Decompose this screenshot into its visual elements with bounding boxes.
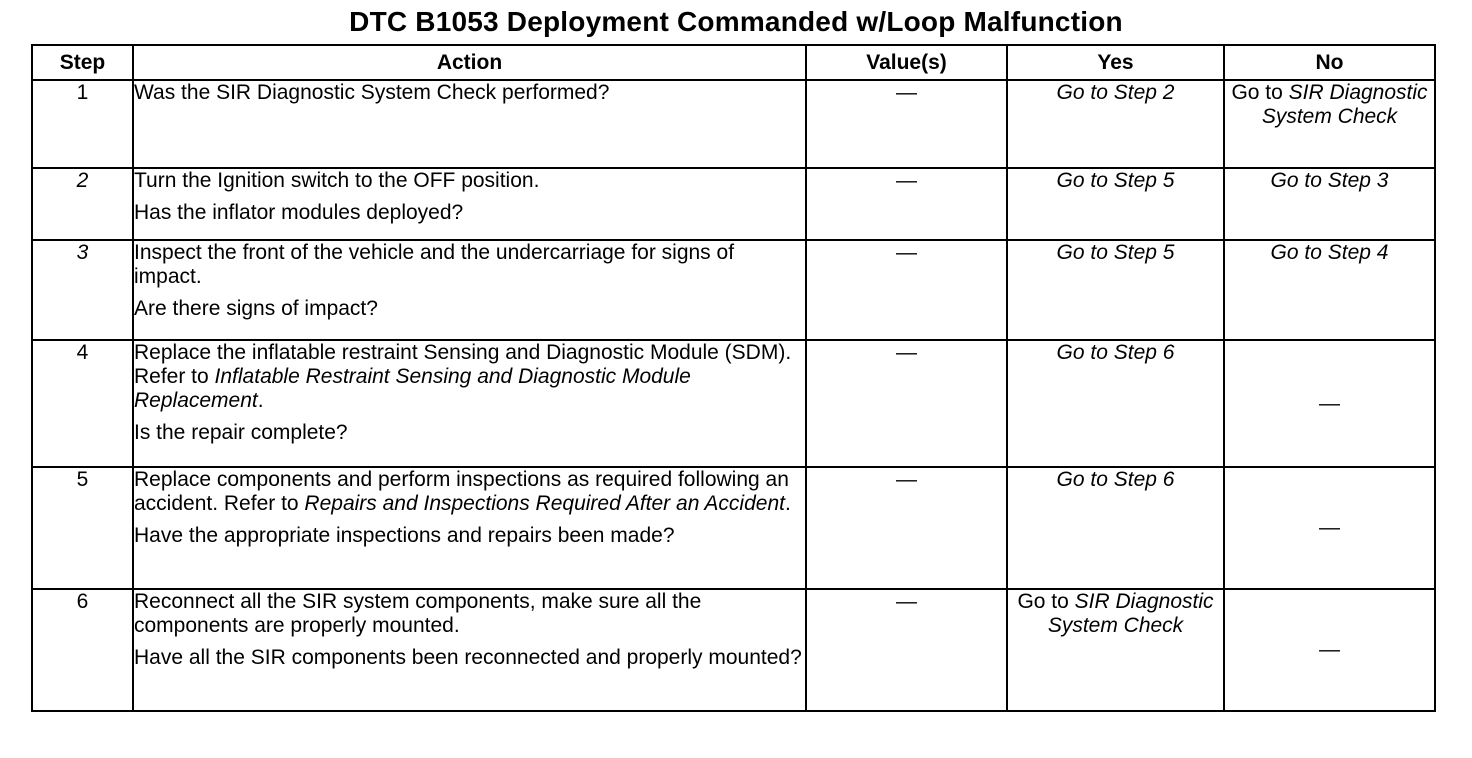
value-cell: — (806, 589, 1007, 711)
action-question: Has the inflator modules deployed? (134, 201, 464, 224)
table-row (32, 80, 1435, 168)
yes-cell: Go to Step 6 (1007, 467, 1224, 589)
yes-reference: SIR Diagnostic System Check (1047, 590, 1214, 637)
action-cell (133, 340, 806, 467)
table-row (32, 240, 1435, 340)
action-question: Is the repair complete? (134, 421, 348, 444)
no-cell: — (1224, 589, 1435, 711)
no-cell: Go to Step 3 (1224, 168, 1435, 240)
action-suffix: . (784, 492, 791, 515)
action-cell (133, 240, 806, 340)
action-text: Inspect the front of the vehicle and the undercarriage for signs of impact. (134, 241, 735, 288)
step-number: 1 (32, 80, 133, 168)
header-step: Step (32, 45, 133, 80)
yes-cell: Go to Step 5 (1007, 240, 1224, 340)
action-suffix: . (257, 389, 264, 412)
no-prefix: Go to (1231, 81, 1289, 104)
value-cell: — (806, 168, 1007, 240)
table-header-row (32, 45, 1435, 80)
action-question: Have the appropriate inspections and repairs been made? (134, 524, 675, 547)
value-cell: — (806, 340, 1007, 467)
header-action: Action (133, 45, 806, 80)
action-text (134, 341, 805, 413)
action-cell (133, 589, 806, 711)
yes-cell: Go to Step 2 (1007, 80, 1224, 168)
action-prefix: Replace components and perform inspections as required following an accident. Refer to (134, 468, 789, 515)
action-reference: Repairs and Inspections Required After an Accident (304, 492, 785, 515)
no-cell: — (1224, 467, 1435, 589)
no-reference: SIR Diagnostic System Check (1261, 81, 1428, 128)
yes-prefix: Go to (1017, 590, 1075, 613)
yes-cell: Go to Step 5 (1007, 168, 1224, 240)
value-cell: — (806, 80, 1007, 168)
table-row (32, 467, 1435, 589)
action-cell (133, 80, 806, 168)
value-cell: — (806, 467, 1007, 589)
step-number: 5 (32, 467, 133, 589)
action-text: Reconnect all the SIR system components, make sure all the components are properly mounted. (134, 590, 702, 637)
table-row (32, 168, 1435, 240)
yes-cell (1007, 589, 1224, 711)
no-cell: — (1224, 340, 1435, 467)
step-number: 3 (32, 240, 133, 340)
action-question: Are there signs of impact? (134, 297, 378, 320)
value-cell: — (806, 240, 1007, 340)
action-question: Have all the SIR components been reconnected and properly mounted? (134, 646, 802, 669)
action-text: Turn the Ignition switch to the OFF position. (134, 169, 540, 192)
header-value: Value(s) (806, 45, 1007, 80)
header-yes: Yes (1007, 45, 1224, 80)
action-cell (133, 467, 806, 589)
step-number: 2 (32, 168, 133, 240)
action-text (134, 468, 805, 516)
action-prefix: Replace the inflatable restraint Sensing and Diagnostic Module (SDM). Refer to (134, 341, 792, 388)
no-cell (1224, 80, 1435, 168)
no-cell: Go to Step 4 (1224, 240, 1435, 340)
action-reference: Inflatable Restraint Sensing and Diagnostic Module Replacement (134, 365, 691, 412)
page-title: DTC B1053 Deployment Commanded w/Loop Malfunction (349, 6, 1123, 37)
action-cell (133, 168, 806, 240)
yes-cell: Go to Step 6 (1007, 340, 1224, 467)
step-number: 6 (32, 589, 133, 711)
table-row (32, 589, 1435, 711)
diagnostic-table (31, 44, 1436, 712)
action-text: Was the SIR Diagnostic System Check performed? (134, 81, 610, 104)
step-number: 4 (32, 340, 133, 467)
header-no: No (1224, 45, 1435, 80)
table-row (32, 340, 1435, 467)
